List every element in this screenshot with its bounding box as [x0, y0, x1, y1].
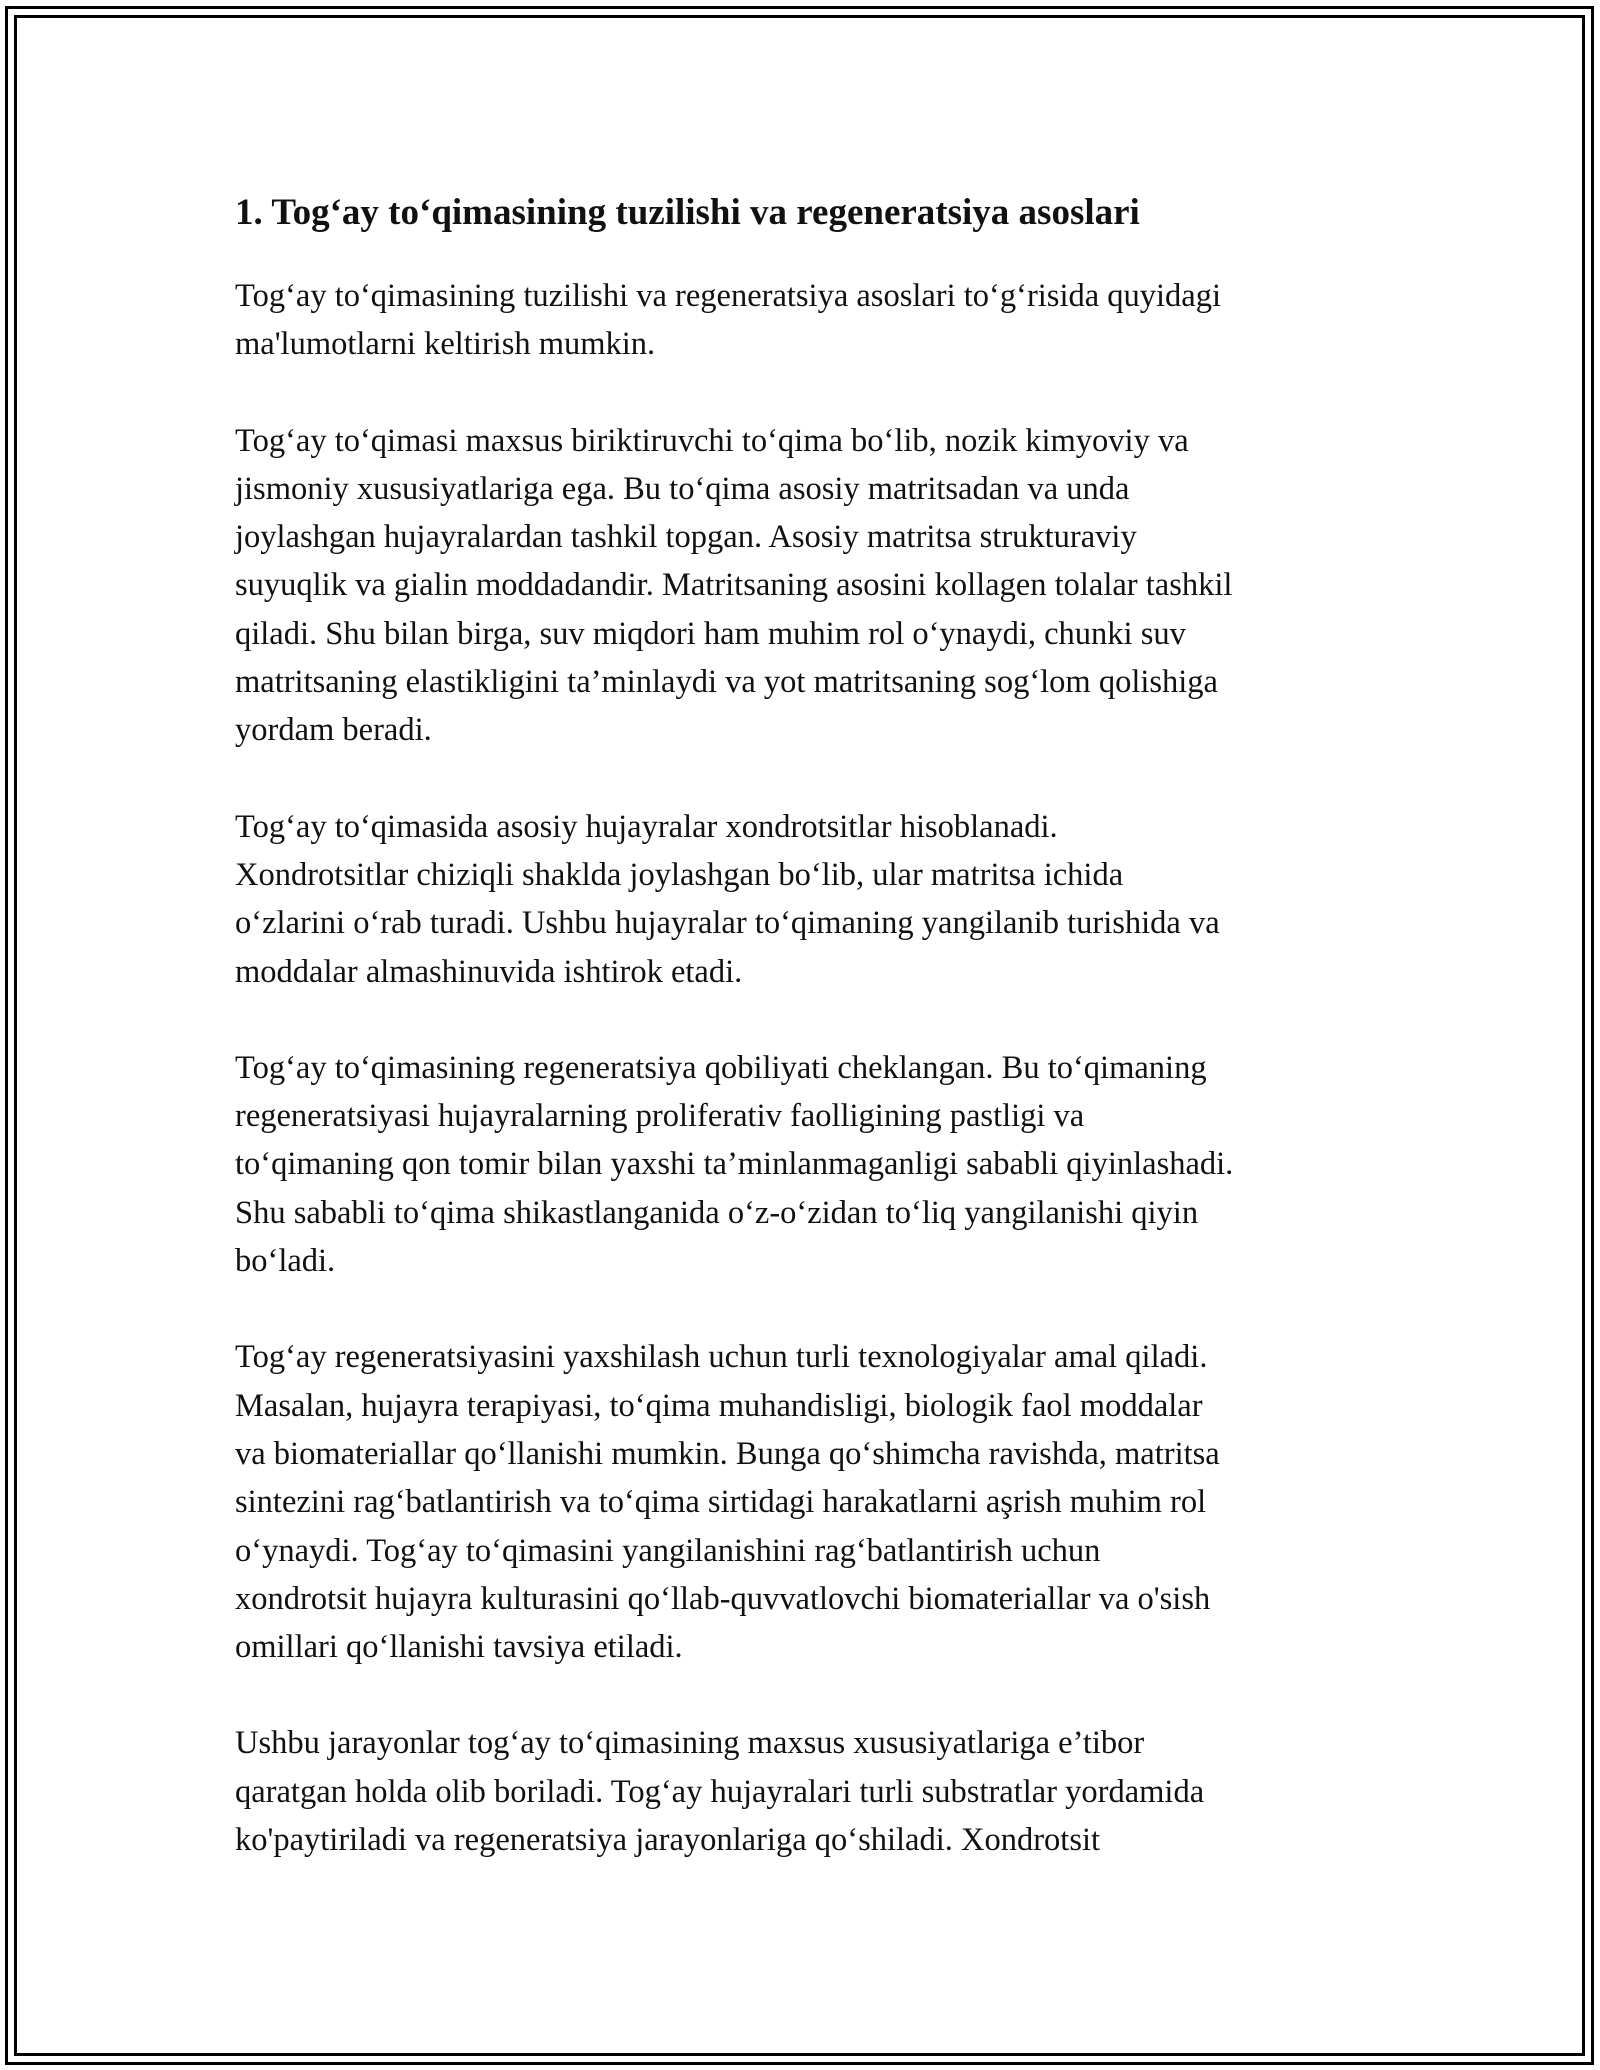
- paragraph-technologies: Tog‘ay regeneratsiyasini yaxshilash uchun turli texnologiyalar amal qiladi. Masalan, hujayra terapiyasi, to‘qima muhandisligi, biologik faol moddalar va biomateriallar qo‘llanishi mumkin. Bunga qo‘shimcha ravishda, matritsa sintezini rag‘batlantirish va to‘qima sirtidagi harakatlarni aşrish muhim rol o‘ynaydi. Tog‘ay to‘qimasini yangilanishini rag‘batlantirish uchun xondrotsit hujayra kulturasini qo‘llab-quvvatlovchi biomateriallar va o'sish omillari qo‘llanishi tavsiya etiladi.: [235, 1339, 1220, 1666]
- paragraph-processes: Ushbu jarayonlar tog‘ay to‘qimasining maxsus xususiyatlariga e’tibor qaratgan holda olib boriladi. Tog‘ay hujayralari turli substratlar yordamida ko'paytiriladi va regeneratsiya jarayonlariga qo‘shiladi. Xondrotsit: [235, 1725, 1205, 1859]
- paragraph-regeneration-limits: Tog‘ay to‘qimasining regeneratsiya qobiliyati cheklangan. Bu to‘qimaning regeneratsiyasi hujayralarning proliferativ faolligining pastligi va to‘qimaning qon tomir bilan yaxshi ta’minlanmaganligi sababli qiyinlashadi. Shu sababli to‘qima shikastlanganida o‘z-o‘zidan to‘liq yangilanishi qiyin bo‘ladi.: [235, 1049, 1234, 1280]
- paragraph-structure: Tog‘ay to‘qimasi maxsus biriktiruvchi to‘qima bo‘lib, nozik kimyoviy va jismoniy xususiyatlariga ega. Bu to‘qima asosiy matritsadan va unda joylashgan hujayralardan tashkil topgan. Asosiy matritsa strukturaviy suyuqlik va gialin moddadandir. Matritsaning asosini kollagen tolalar tashkil qiladi. Shu bilan birga, suv miqdori ham muhim rol o‘ynaydi, chunki suv matritsaning elastikligini ta’minlaydi va yot matritsaning sog‘lom qolishiga yordam beradi.: [235, 422, 1233, 749]
- section-heading: 1. Tog‘ay to‘qimasining tuzilishi va regeneratsiya asoslari: [235, 192, 1140, 233]
- document-body: [235, 188, 1375, 1912]
- paragraph-chondrocytes: Tog‘ay to‘qimasida asosiy hujayralar xondrotsitlar hisoblanadi. Xondrotsitlar chiziqli shaklda joylashgan bo‘lib, ular matritsa ichida o‘zlarini o‘rab turadi. Ushbu hujayralar to‘qimaning yangilanib turishida va moddalar almashinuvida ishtirok etadi.: [235, 808, 1220, 990]
- paragraph-intro: Tog‘ay to‘qimasining tuzilishi va regeneratsiya asoslari to‘g‘risida quyidagi ma'lumotlarni keltirish mumkin.: [235, 278, 1222, 363]
